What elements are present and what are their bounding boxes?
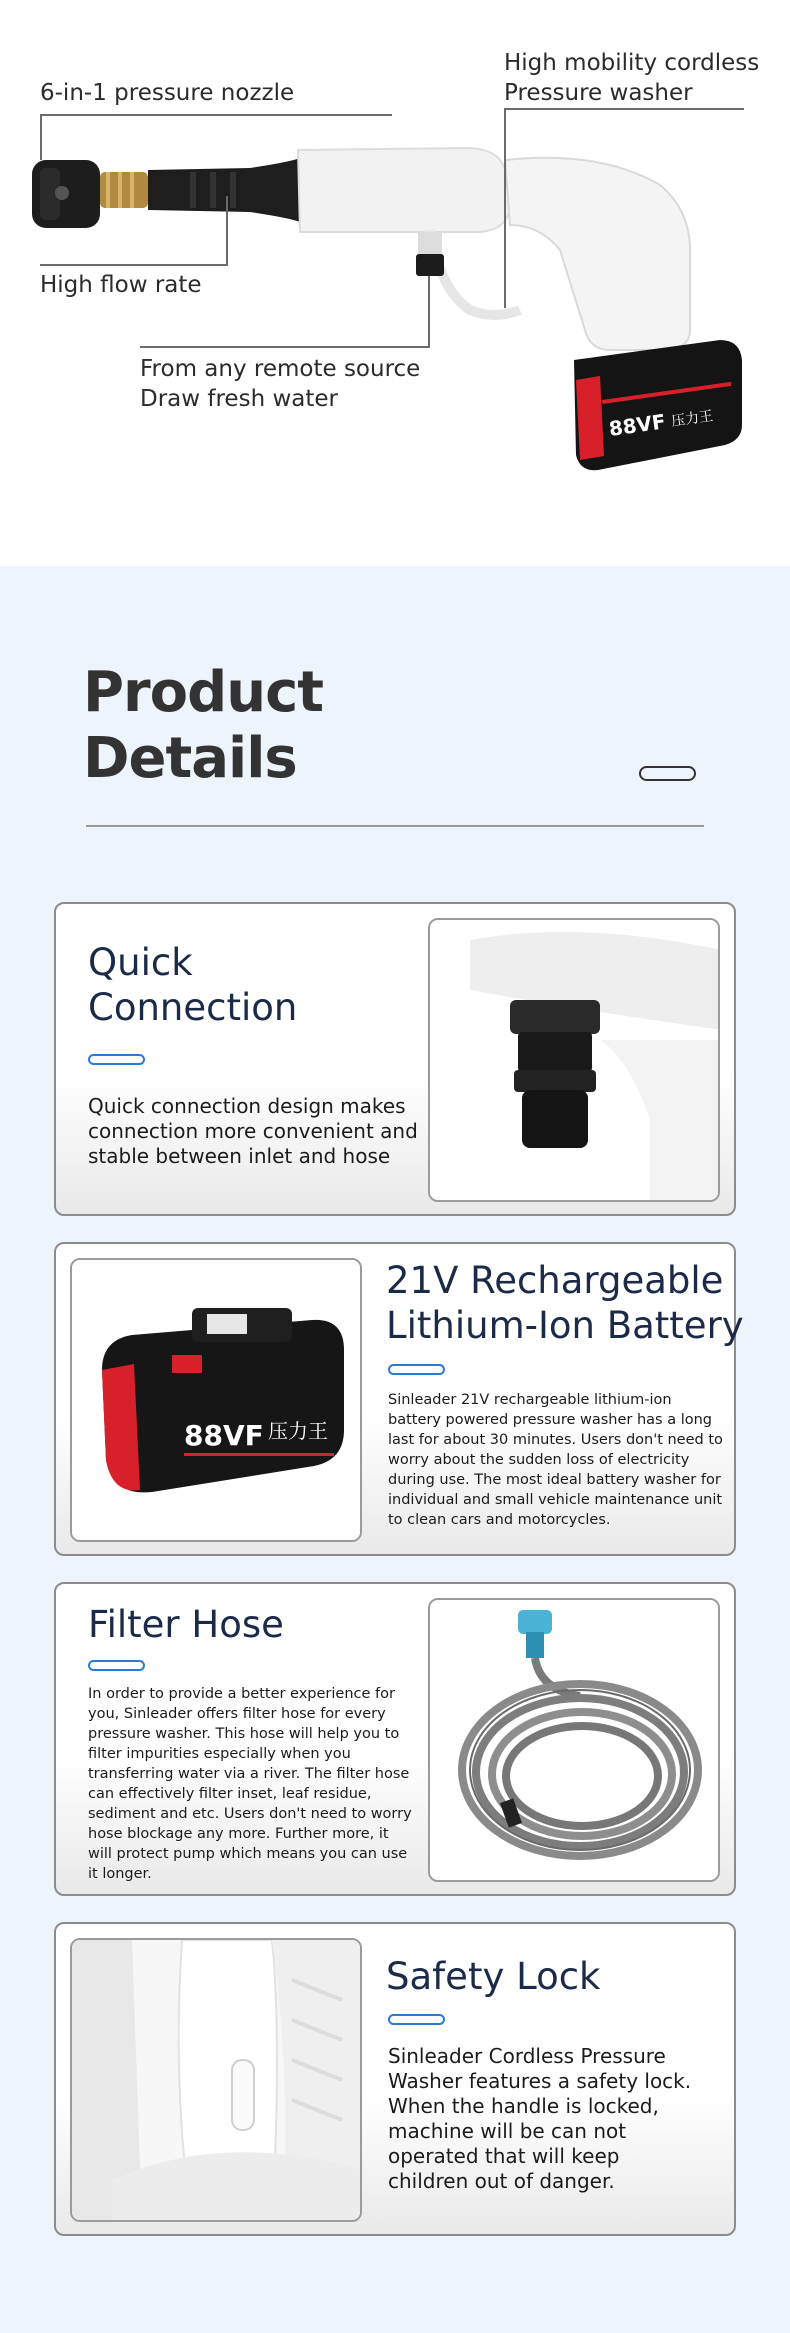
battery-image bbox=[72, 1260, 362, 1542]
safety-lock-photo bbox=[70, 1938, 362, 2222]
card-title-line1: Quick bbox=[88, 941, 193, 984]
battery-photo bbox=[70, 1258, 362, 1542]
feature-card-safety-lock bbox=[54, 1922, 736, 2236]
card-title-safety-lock: Safety Lock bbox=[386, 1955, 601, 1998]
product-details-section bbox=[0, 566, 790, 2333]
card-title-battery bbox=[386, 1258, 744, 1348]
feature-card-battery bbox=[54, 1242, 744, 1556]
section-title-line1: Product bbox=[83, 660, 324, 725]
card-description: Sinleader Cordless Pressure Washer features a safety lock. When the handle is locked, machine will be can not operated that will keep children out of danger. bbox=[388, 2044, 692, 2193]
callout-source-line1: From any remote source bbox=[140, 356, 421, 382]
callout-line-flow-up bbox=[226, 196, 228, 266]
card-title-line1: 21V Rechargeable bbox=[386, 1259, 724, 1302]
callout-line-nozzle-drop bbox=[40, 114, 42, 160]
card-description: Sinleader 21V rechargeable lithium-ion battery powered pressure washer has a long last for about 30 minutes. Users don't need to worry about the sudden loss of electricity during use. The most ideal battery washer for individual and small vehicle maintenance unit to clean cars and motorcycles. bbox=[388, 1392, 723, 1528]
callout-line-source bbox=[140, 346, 430, 348]
callout-line-source-up bbox=[428, 276, 430, 348]
card-accent-pill bbox=[88, 1660, 145, 1671]
card-title-quick-connection bbox=[88, 940, 297, 1030]
title-pill-decoration bbox=[639, 766, 696, 781]
callout-mobility-line2: Pressure washer bbox=[504, 80, 693, 106]
card-title-line2: Connection bbox=[88, 986, 298, 1029]
callout-line-flow bbox=[40, 264, 228, 266]
section-title bbox=[83, 660, 323, 792]
card-accent-pill bbox=[88, 1054, 145, 1065]
card-title-filter-hose: Filter Hose bbox=[88, 1603, 284, 1646]
card-title-line2: Lithium-Ion Battery bbox=[386, 1304, 744, 1347]
feature-card-filter-hose bbox=[54, 1582, 736, 1896]
coiled-hose-image bbox=[430, 1600, 720, 1882]
card-description: In order to provide a better experience for you, Sinleader offers filter hose for every pressure washer. This hose will help you to filter impurities especially when you transferring water via a river. The filter hose can effectively filter inset, leaf residue, sediment and etc. Users don't need to worry hose blockage any more. Further more, it will protect pump which means you can use it longer. bbox=[88, 1686, 412, 1882]
callout-line-nozzle bbox=[40, 114, 392, 116]
section-title-line2: Details bbox=[83, 726, 297, 791]
callout-source-line2: Draw fresh water bbox=[140, 386, 338, 412]
callout-flow: High flow rate bbox=[40, 272, 202, 298]
hero-battery-brand: 压力王 bbox=[670, 408, 715, 430]
callout-line-mobility-drop bbox=[504, 108, 506, 308]
callout-mobility-line1: High mobility cordless bbox=[504, 50, 760, 76]
section-divider bbox=[86, 825, 704, 827]
card-accent-pill bbox=[388, 1364, 445, 1375]
feature-card-quick-connection bbox=[54, 902, 736, 1216]
hero-section bbox=[0, 0, 790, 566]
callout-line-mobility bbox=[504, 108, 744, 110]
safety-lock-image bbox=[72, 1940, 362, 2222]
card-description: Quick connection design makes connection more convenient and stable between inlet and hose bbox=[88, 1094, 418, 1168]
quick-connection-photo bbox=[428, 918, 720, 1202]
quick-connector-image bbox=[430, 920, 720, 1202]
filter-hose-photo bbox=[428, 1598, 720, 1882]
callout-nozzle: 6-in-1 pressure nozzle bbox=[40, 80, 295, 106]
card-accent-pill bbox=[388, 2014, 445, 2025]
hero-battery-label: 88VF bbox=[607, 409, 668, 441]
battery-voltage-label: 88VF bbox=[184, 1419, 264, 1452]
battery-brand-label: 压力王 bbox=[268, 1419, 328, 1443]
